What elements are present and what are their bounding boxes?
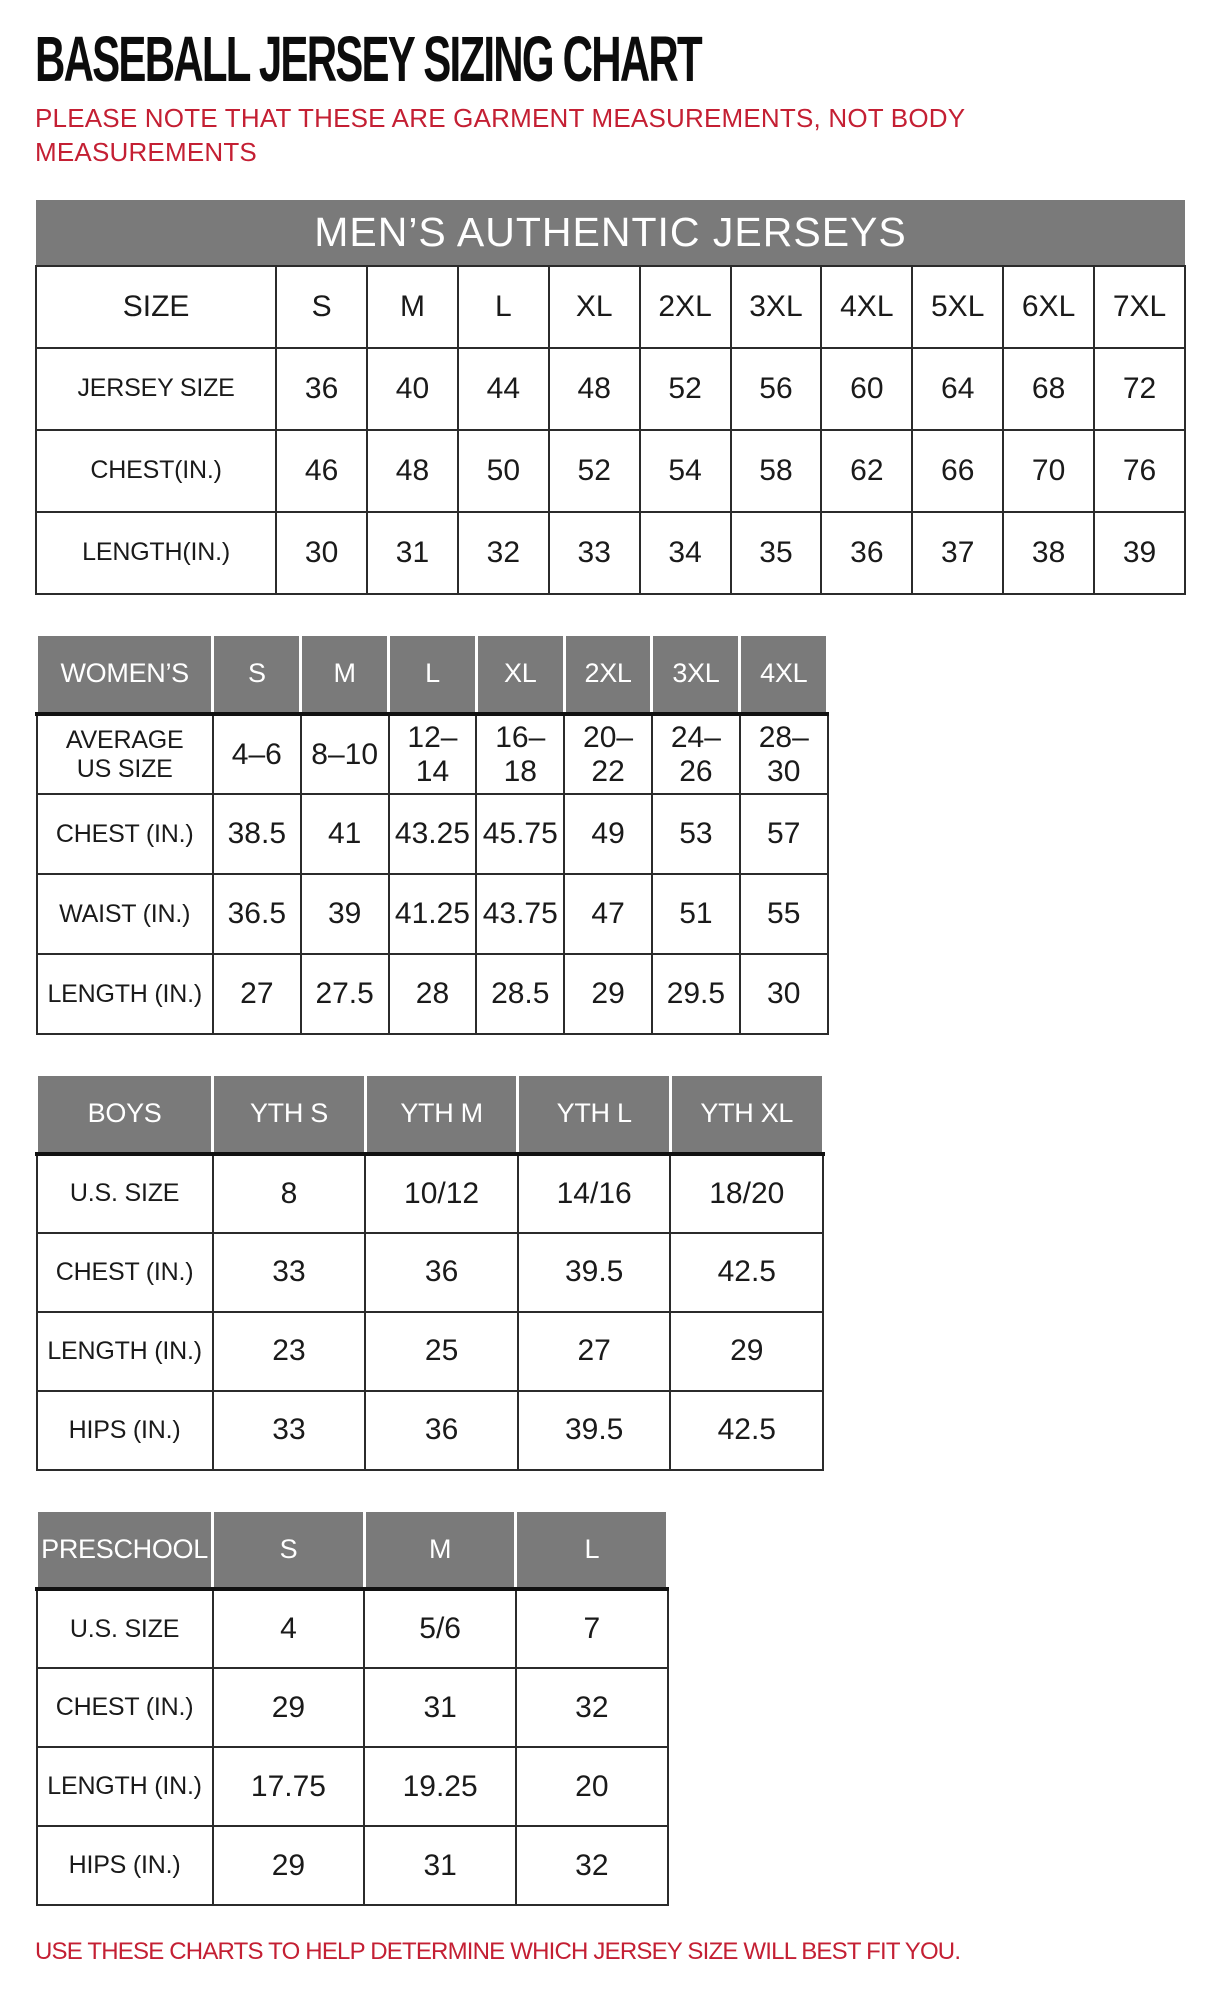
column-header-s: S [213, 1510, 365, 1589]
column-header-xl: XL [476, 634, 564, 714]
value-cell: 48 [367, 430, 458, 512]
value-cell: 4–6 [213, 714, 301, 794]
value-cell: 76 [1094, 430, 1185, 512]
value-cell: 37 [912, 512, 1003, 594]
value-cell: 27 [518, 1312, 671, 1391]
value-cell: 56 [731, 348, 822, 430]
value-cell: 32 [458, 512, 549, 594]
row-label: WAIST (IN.) [37, 874, 213, 954]
value-cell: 39.5 [518, 1233, 671, 1312]
value-cell: 23 [213, 1312, 366, 1391]
value-cell: 31 [367, 512, 458, 594]
value-cell: 36 [365, 1233, 518, 1312]
womens-table-row [37, 874, 828, 954]
value-cell: 25 [365, 1312, 518, 1391]
value-cell: 33 [549, 512, 640, 594]
value-cell: 72 [1094, 348, 1185, 430]
column-header-yth-s: YTH S [213, 1075, 366, 1154]
garment-measurements-note: PLEASE NOTE THAT THESE ARE GARMENT MEASUREMENTS, NOT BODY MEASUREMENTS [35, 103, 965, 168]
value-cell: 41 [301, 794, 389, 874]
value-cell: 33 [213, 1391, 366, 1470]
value-cell: 55 [740, 874, 828, 954]
value-cell: 29 [670, 1312, 823, 1391]
value-cell: 54 [640, 430, 731, 512]
column-header-yth-l: YTH L [518, 1075, 671, 1154]
value-cell: 20–22 [564, 714, 652, 794]
value-cell: 52 [640, 348, 731, 430]
value-cell: 8 [213, 1154, 366, 1233]
row-label: LENGTH(IN.) [36, 512, 276, 594]
column-header-s: S [276, 266, 367, 348]
preschool-sizing-table [35, 1509, 669, 1907]
value-cell: 20 [516, 1747, 668, 1826]
value-cell: 5/6 [364, 1589, 516, 1668]
value-cell: 8–10 [301, 714, 389, 794]
value-cell: 12–14 [389, 714, 477, 794]
column-header-2xl: 2XL [640, 266, 731, 348]
column-header-preschool: PRESCHOOL [37, 1510, 213, 1589]
boys-header-row [37, 1075, 824, 1154]
value-cell: 48 [549, 348, 640, 430]
value-cell: 49 [564, 794, 652, 874]
preschool-header-row [37, 1510, 668, 1589]
mens-table-row [36, 512, 1185, 594]
value-cell: 32 [516, 1668, 668, 1747]
value-cell: 16–18 [476, 714, 564, 794]
womens-header-row [37, 634, 828, 714]
value-cell: 36 [821, 512, 912, 594]
column-header-size: SIZE [36, 266, 276, 348]
value-cell: 36 [365, 1391, 518, 1470]
row-label: CHEST (IN.) [37, 794, 213, 874]
value-cell: 39 [1094, 512, 1185, 594]
column-header-women-s: WOMEN’S [37, 634, 213, 714]
preschool-table-row [37, 1668, 668, 1747]
column-header-6xl: 6XL [1003, 266, 1094, 348]
mens-banner-row [36, 200, 1185, 266]
boys-table-row [37, 1154, 824, 1233]
column-header-m: M [301, 634, 389, 714]
value-cell: 7 [516, 1589, 668, 1668]
value-cell: 52 [549, 430, 640, 512]
value-cell: 46 [276, 430, 367, 512]
womens-table-row [37, 954, 828, 1034]
mens-table-row [36, 348, 1185, 430]
value-cell: 51 [652, 874, 740, 954]
column-header-4xl: 4XL [821, 266, 912, 348]
value-cell: 43.75 [476, 874, 564, 954]
row-label: LENGTH (IN.) [37, 954, 213, 1034]
value-cell: 58 [731, 430, 822, 512]
column-header-xl: XL [549, 266, 640, 348]
value-cell: 31 [364, 1668, 516, 1747]
preschool-table-row [37, 1589, 668, 1668]
value-cell: 42.5 [670, 1233, 823, 1312]
value-cell: 29.5 [652, 954, 740, 1034]
womens-table-row [37, 794, 828, 874]
value-cell: 44 [458, 348, 549, 430]
value-cell: 28 [389, 954, 477, 1034]
value-cell: 43.25 [389, 794, 477, 874]
value-cell: 27 [213, 954, 301, 1034]
value-cell: 38.5 [213, 794, 301, 874]
preschool-table-row [37, 1747, 668, 1826]
value-cell: 4 [213, 1589, 365, 1668]
value-cell: 18/20 [670, 1154, 823, 1233]
value-cell: 27.5 [301, 954, 389, 1034]
value-cell: 68 [1003, 348, 1094, 430]
column-header-yth-m: YTH M [365, 1075, 518, 1154]
column-header-l: L [389, 634, 477, 714]
value-cell: 31 [364, 1826, 516, 1905]
page-title: BASEBALL JERSEY SIZING CHART [35, 23, 701, 95]
value-cell: 28–30 [740, 714, 828, 794]
value-cell: 50 [458, 430, 549, 512]
boys-sizing-table [35, 1073, 825, 1471]
value-cell: 36 [276, 348, 367, 430]
value-cell: 29 [213, 1826, 365, 1905]
mens-banner-title: MEN’S AUTHENTIC JERSEYS [36, 200, 1185, 266]
value-cell: 39.5 [518, 1391, 671, 1470]
value-cell: 35 [731, 512, 822, 594]
row-label: CHEST (IN.) [37, 1668, 213, 1747]
value-cell: 64 [912, 348, 1003, 430]
column-header-4xl: 4XL [740, 634, 828, 714]
row-label: HIPS (IN.) [37, 1391, 213, 1470]
column-header-2xl: 2XL [564, 634, 652, 714]
column-header-yth-xl: YTH XL [670, 1075, 823, 1154]
value-cell: 33 [213, 1233, 366, 1312]
value-cell: 60 [821, 348, 912, 430]
value-cell: 34 [640, 512, 731, 594]
column-header-m: M [364, 1510, 516, 1589]
row-label: U.S. SIZE [37, 1154, 213, 1233]
womens-table-row [37, 714, 828, 794]
value-cell: 24–26 [652, 714, 740, 794]
value-cell: 42.5 [670, 1391, 823, 1470]
value-cell: 41.25 [389, 874, 477, 954]
mens-authentic-jerseys-table [35, 200, 1186, 595]
value-cell: 17.75 [213, 1747, 365, 1826]
value-cell: 28.5 [476, 954, 564, 1034]
row-label: LENGTH (IN.) [37, 1312, 213, 1391]
column-header-l: L [458, 266, 549, 348]
column-header-boys: BOYS [37, 1075, 213, 1154]
row-label: JERSEY SIZE [36, 348, 276, 430]
value-cell: 66 [912, 430, 1003, 512]
preschool-table-row [37, 1826, 668, 1905]
womens-sizing-table [35, 633, 829, 1036]
column-header-m: M [367, 266, 458, 348]
value-cell: 53 [652, 794, 740, 874]
value-cell: 32 [516, 1826, 668, 1905]
value-cell: 30 [740, 954, 828, 1034]
value-cell: 39 [301, 874, 389, 954]
value-cell: 47 [564, 874, 652, 954]
value-cell: 38 [1003, 512, 1094, 594]
row-label: CHEST(IN.) [36, 430, 276, 512]
value-cell: 57 [740, 794, 828, 874]
value-cell: 19.25 [364, 1747, 516, 1826]
value-cell: 29 [213, 1668, 365, 1747]
row-label: AVERAGE US SIZE [37, 714, 213, 794]
row-label: U.S. SIZE [37, 1589, 213, 1668]
column-header-3xl: 3XL [652, 634, 740, 714]
column-header-5xl: 5XL [912, 266, 1003, 348]
value-cell: 36.5 [213, 874, 301, 954]
boys-table-row [37, 1391, 824, 1470]
mens-header-row [36, 266, 1185, 348]
row-label: LENGTH (IN.) [37, 1747, 213, 1826]
mens-table-row [36, 430, 1185, 512]
value-cell: 45.75 [476, 794, 564, 874]
boys-table-row [37, 1233, 824, 1312]
row-label: CHEST (IN.) [37, 1233, 213, 1312]
value-cell: 10/12 [365, 1154, 518, 1233]
value-cell: 14/16 [518, 1154, 671, 1233]
value-cell: 40 [367, 348, 458, 430]
column-header-3xl: 3XL [731, 266, 822, 348]
boys-table-row [37, 1312, 824, 1391]
column-header-l: L [516, 1510, 668, 1589]
value-cell: 62 [821, 430, 912, 512]
value-cell: 30 [276, 512, 367, 594]
column-header-s: S [213, 634, 301, 714]
column-header-7xl: 7XL [1094, 266, 1185, 348]
value-cell: 29 [564, 954, 652, 1034]
footer-note: USE THESE CHARTS TO HELP DETERMINE WHICH JERSEY SIZE WILL BEST FIT YOU. [35, 1938, 961, 1966]
row-label: HIPS (IN.) [37, 1826, 213, 1905]
value-cell: 70 [1003, 430, 1094, 512]
